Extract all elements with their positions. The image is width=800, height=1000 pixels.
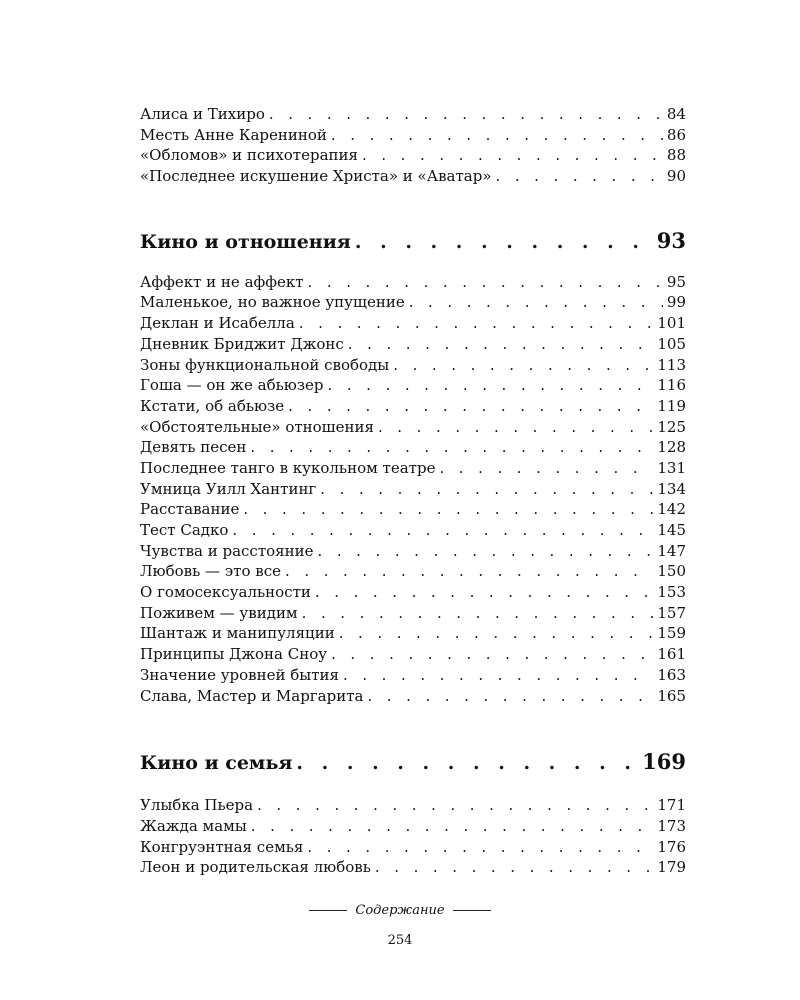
- dot-leader: [439, 458, 653, 479]
- dot-leader: [362, 145, 663, 166]
- toc-entry-title: Кстати, об абьюзе: [140, 396, 285, 415]
- dot-leader: [243, 499, 653, 520]
- toc-entry-page: 147: [657, 541, 686, 560]
- toc-entry-page: 165: [657, 686, 686, 705]
- toc-entry: [140, 104, 686, 125]
- dot-leader: [367, 686, 653, 707]
- toc-entry-page: 119: [657, 396, 686, 415]
- toc-entry: [140, 816, 686, 837]
- toc-entry-title: Аффект и не аффект: [140, 272, 304, 291]
- toc-entry-title: Дневник Бриджит Джонс: [140, 334, 344, 353]
- toc-entry: [140, 795, 686, 816]
- toc-entry-title: Тест Садко: [140, 521, 229, 539]
- dot-leader: [375, 857, 653, 878]
- toc-entry: [140, 375, 686, 396]
- toc-entry-page: 153: [657, 583, 686, 602]
- toc-entry-title: Чувства и расстояние: [140, 541, 314, 560]
- footer-rule-left: [309, 910, 347, 911]
- dot-leader: [348, 334, 654, 355]
- section-page: 169: [642, 749, 686, 775]
- dot-leader: [308, 272, 663, 293]
- toc-entry: [140, 857, 686, 878]
- dot-leader: [331, 125, 663, 146]
- toc-entry-title: Значение уровней бытия: [140, 665, 339, 684]
- toc-entry-title: Умница Уилл Хантинг: [140, 479, 317, 498]
- toc-entry-title: Гоша — он же абьюзер: [140, 376, 324, 395]
- toc-entry: [140, 313, 686, 334]
- toc-entry-page: 113: [657, 355, 686, 374]
- toc-entry-title: Зоны функциональной свободы: [140, 355, 390, 374]
- toc-entry: [140, 272, 686, 293]
- toc-entry: [140, 334, 686, 355]
- toc-entry-page: 173: [657, 816, 686, 835]
- dot-leader: [299, 313, 654, 334]
- toc-entry: [140, 458, 686, 479]
- section-heading: [140, 228, 686, 255]
- running-footer: [0, 903, 800, 918]
- toc-entry-page: 161: [657, 645, 686, 664]
- dot-leader: [315, 582, 653, 603]
- toc-entry-page: 105: [657, 334, 686, 353]
- toc-entry: [140, 166, 686, 187]
- dot-leader: [288, 396, 653, 417]
- toc-entry-page: 159: [657, 624, 686, 643]
- toc-entry-title: О гомосексуальности: [140, 583, 311, 602]
- toc-entry-title: Расставание: [140, 500, 240, 519]
- section-page: 93: [656, 227, 686, 253]
- dot-leader: [269, 104, 663, 125]
- toc-entry-title: Последнее танго в кукольном театре: [140, 458, 436, 477]
- dot-leader: [343, 665, 653, 686]
- section-title: Кино и отношения: [140, 230, 351, 253]
- toc-entry: [140, 644, 686, 665]
- dot-leader: [257, 795, 653, 816]
- toc-entry: [140, 623, 686, 644]
- toc-entry-page: 90: [666, 167, 686, 186]
- toc-entry: [140, 145, 686, 166]
- toc-entry-page: 150: [657, 562, 686, 581]
- toc-entry-page: 88: [666, 146, 686, 165]
- toc-group-relationships: [140, 272, 686, 706]
- toc-entry-page: 128: [657, 438, 686, 457]
- footer-rule-right: [453, 910, 491, 911]
- toc-entry-page: 131: [657, 458, 686, 477]
- toc-entry: [140, 417, 686, 438]
- toc-entry: [140, 396, 686, 417]
- toc-entry: [140, 541, 686, 562]
- table-of-contents: [140, 104, 686, 878]
- toc-entry-page: 116: [657, 376, 686, 395]
- toc-entry-title: Алиса и Тихиро: [140, 105, 265, 123]
- dot-leader: [302, 603, 654, 624]
- dot-leader: [318, 541, 654, 562]
- toc-entry: [140, 665, 686, 686]
- toc-entry: [140, 582, 686, 603]
- toc-entry-title: Девять песен: [140, 438, 247, 457]
- dot-leader: [285, 561, 653, 582]
- toc-entry: [140, 499, 686, 520]
- toc-entry: [140, 520, 686, 541]
- toc-entry-page: 176: [657, 837, 686, 856]
- toc-entry-page: 125: [657, 417, 686, 436]
- toc-entry: [140, 479, 686, 500]
- dot-leader: [378, 417, 653, 438]
- toc-entry-title: Любовь — это все: [140, 562, 282, 581]
- section-heading: [140, 749, 686, 776]
- dot-leader: [328, 375, 654, 396]
- toc-entry: [140, 686, 686, 707]
- toc-entry-page: 134: [657, 479, 686, 498]
- section-title: Кино и семья: [140, 752, 293, 775]
- toc-entry-page: 84: [666, 105, 686, 123]
- toc-entry-title: «Обломов» и психотерапия: [140, 146, 358, 165]
- toc-entry: [140, 292, 686, 313]
- toc-entry-title: Деклан и Исабелла: [140, 314, 295, 333]
- toc-entry-page: 86: [666, 125, 686, 144]
- toc-entry: [140, 437, 686, 458]
- toc-entry: [140, 837, 686, 858]
- toc-entry-page: 95: [666, 272, 686, 291]
- dot-leader: [320, 479, 653, 500]
- toc-entry: [140, 603, 686, 624]
- toc-entry-page: 157: [657, 603, 686, 622]
- toc-entry-page: 101: [657, 314, 686, 333]
- dot-leader: [409, 292, 663, 313]
- dot-leader: [250, 437, 653, 458]
- dot-leader: [251, 816, 654, 837]
- toc-group-top: [140, 104, 686, 187]
- toc-group-family: [140, 795, 686, 878]
- toc-entry-title: Леон и родительская любовь: [140, 858, 371, 877]
- toc-entry-page: 145: [657, 521, 686, 539]
- dot-leader: [339, 623, 654, 644]
- dot-leader: [232, 520, 653, 541]
- dot-leader: [355, 229, 653, 255]
- toc-entry-title: Улыбка Пьера: [140, 796, 254, 815]
- running-title: Содержание: [355, 903, 445, 918]
- dot-leader: [296, 750, 638, 776]
- toc-entry-title: Жажда мамы: [140, 816, 247, 835]
- dot-leader: [307, 837, 653, 858]
- dot-leader: [331, 644, 653, 665]
- toc-entry-title: Шантаж и манипуляции: [140, 624, 335, 643]
- toc-entry-title: Принципы Джона Сноу: [140, 645, 328, 664]
- toc-entry-title: «Последнее искушение Христа» и «Аватар»: [140, 167, 492, 186]
- toc-entry-page: 99: [666, 293, 686, 312]
- toc-entry: [140, 355, 686, 376]
- toc-entry-page: 171: [657, 796, 686, 815]
- dot-leader: [393, 355, 653, 376]
- toc-entry-title: Маленькое, но важное упущение: [140, 293, 405, 312]
- toc-entry-page: 142: [657, 500, 686, 519]
- toc-entry-title: «Обстоятельные» отношения: [140, 417, 374, 436]
- dot-leader: [496, 166, 663, 187]
- toc-entry-page: 179: [657, 858, 686, 877]
- toc-entry-title: Слава, Мастер и Маргарита: [140, 686, 364, 705]
- page-number: 254: [387, 933, 413, 948]
- toc-entry-title: Конгруэнтная семья: [140, 837, 304, 856]
- toc-entry: [140, 561, 686, 582]
- toc-entry: [140, 125, 686, 146]
- toc-entry-title: Поживем — увидим: [140, 603, 298, 622]
- toc-entry-page: 163: [657, 665, 686, 684]
- toc-entry-title: Месть Анне Карениной: [140, 125, 327, 144]
